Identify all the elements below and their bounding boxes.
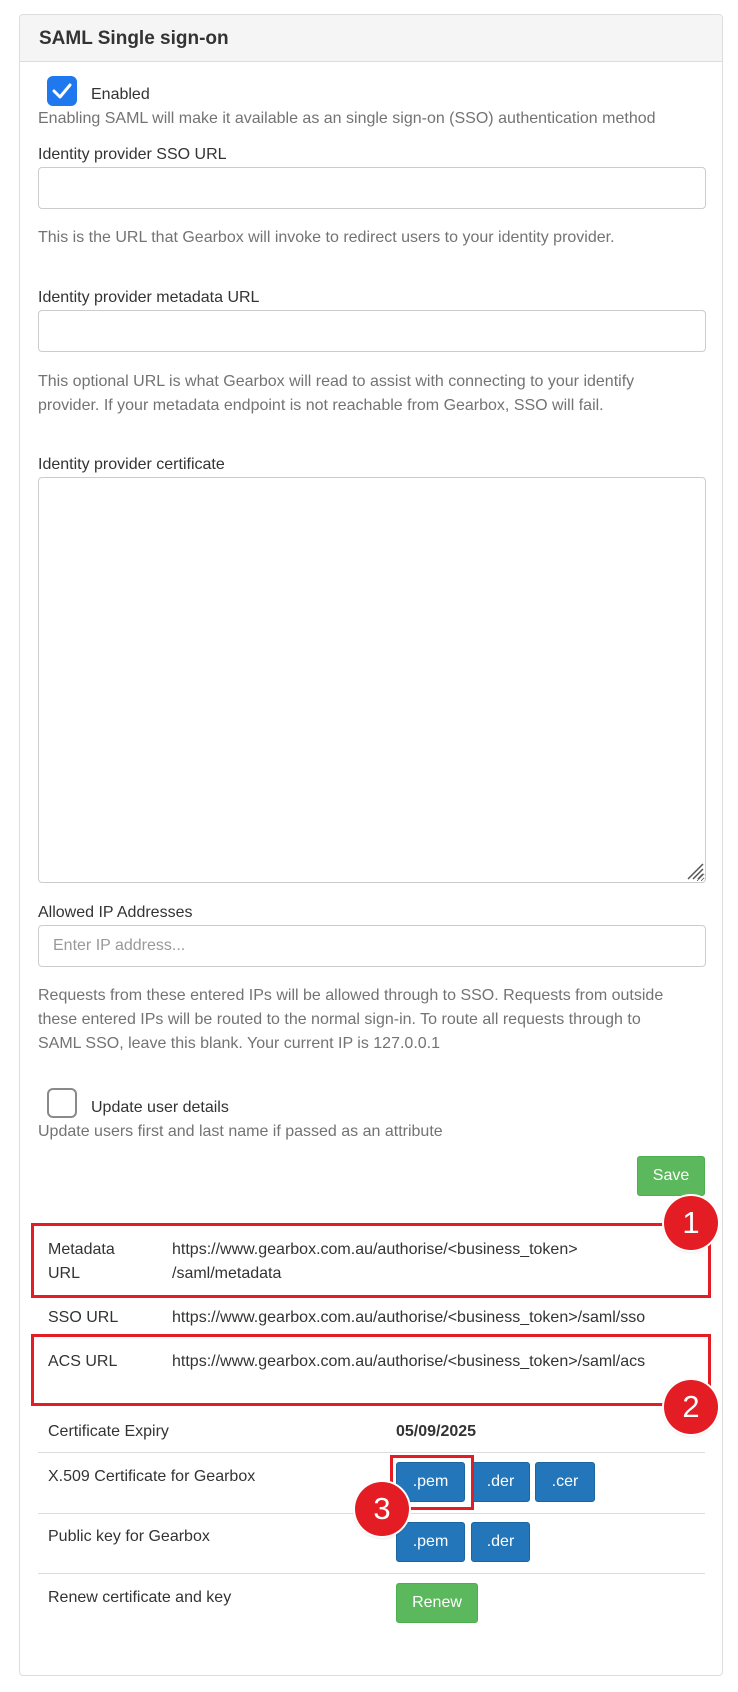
panel-title: SAML Single sign-on	[39, 28, 229, 49]
enabled-help: Enabling SAML will make it available as an single sign-on (SSO) authentication method	[38, 110, 656, 127]
update-user-checkbox[interactable]	[47, 1088, 77, 1118]
allowed-ips-label: Allowed IP Addresses	[38, 904, 193, 921]
certificate-textarea[interactable]	[38, 477, 706, 883]
sso-url-help: This is the URL that Gearbox will invoke to redirect users to your identity provider.	[38, 229, 615, 246]
update-user-help: Update users first and last name if passed as an attribute	[38, 1123, 443, 1140]
metadata-url-label: Identity provider metadata URL	[38, 289, 260, 306]
acs-url-row-label: ACS URL	[48, 1353, 118, 1370]
sso-url-input[interactable]	[38, 167, 706, 209]
metadata-url-row-label-1: Metadata	[48, 1241, 115, 1258]
x509-pem-button[interactable]: .pem	[396, 1462, 465, 1502]
row-divider	[38, 1452, 705, 1453]
allowed-ips-input[interactable]	[38, 925, 706, 967]
save-button[interactable]: Save	[637, 1156, 705, 1196]
cert-expiry-value: 05/09/2025	[396, 1423, 477, 1440]
metadata-url-value-2: /saml/metadata	[172, 1265, 282, 1282]
sso-url-row-label: SSO URL	[48, 1309, 119, 1326]
annotation-badge-1: 1	[664, 1196, 718, 1250]
cert-expiry-label: Certificate Expiry	[48, 1423, 169, 1440]
enabled-checkbox[interactable]	[47, 76, 77, 106]
sso-url-value: https://www.gearbox.com.au/authorise/<business_token>/saml/sso	[172, 1309, 646, 1326]
public-key-label: Public key for Gearbox	[48, 1528, 210, 1545]
update-user-label: Update user details	[91, 1099, 229, 1116]
metadata-url-help-2: provider. If your metadata endpoint is not reachable from Gearbox, SSO will fail.	[38, 397, 604, 414]
allowed-ips-help-1: Requests from these entered IPs will be allowed through to SSO. Requests from outside	[38, 987, 664, 1004]
public-key-der-button[interactable]: .der	[471, 1522, 530, 1562]
sso-url-label: Identity provider SSO URL	[38, 146, 227, 163]
annotation-badge-2: 2	[664, 1380, 718, 1434]
row-divider	[38, 1573, 705, 1574]
renew-button[interactable]: Renew	[396, 1583, 478, 1623]
renew-label: Renew certificate and key	[48, 1589, 232, 1606]
certificate-label: Identity provider certificate	[38, 456, 225, 473]
annotation-badge-3: 3	[355, 1482, 409, 1536]
x509-cert-label: X.509 Certificate for Gearbox	[48, 1468, 256, 1485]
allowed-ips-help-2: these entered IPs will be routed to the normal sign-in. To route all requests through to	[38, 1011, 641, 1028]
enabled-label: Enabled	[91, 86, 150, 103]
metadata-url-help-1: This optional URL is what Gearbox will read to assist with connecting to your identify	[38, 373, 635, 390]
annotation-box-metadata	[31, 1223, 711, 1298]
panel-header	[20, 15, 722, 62]
acs-url-value: https://www.gearbox.com.au/authorise/<business_token>/saml/acs	[172, 1353, 646, 1370]
metadata-url-input[interactable]	[38, 310, 706, 352]
x509-cer-button[interactable]: .cer	[535, 1462, 595, 1502]
public-key-pem-button[interactable]: .pem	[396, 1522, 465, 1562]
metadata-url-value-1: https://www.gearbox.com.au/authorise/<business_token>	[172, 1241, 578, 1258]
annotation-box-acs	[31, 1334, 711, 1406]
x509-der-button[interactable]: .der	[471, 1462, 530, 1502]
checkmark-icon	[52, 82, 72, 100]
allowed-ips-help-3: SAML SSO, leave this blank. Your current IP is 127.0.0.1	[38, 1035, 441, 1052]
metadata-url-row-label-2: URL	[48, 1265, 81, 1282]
resize-grip-icon[interactable]	[684, 860, 704, 880]
